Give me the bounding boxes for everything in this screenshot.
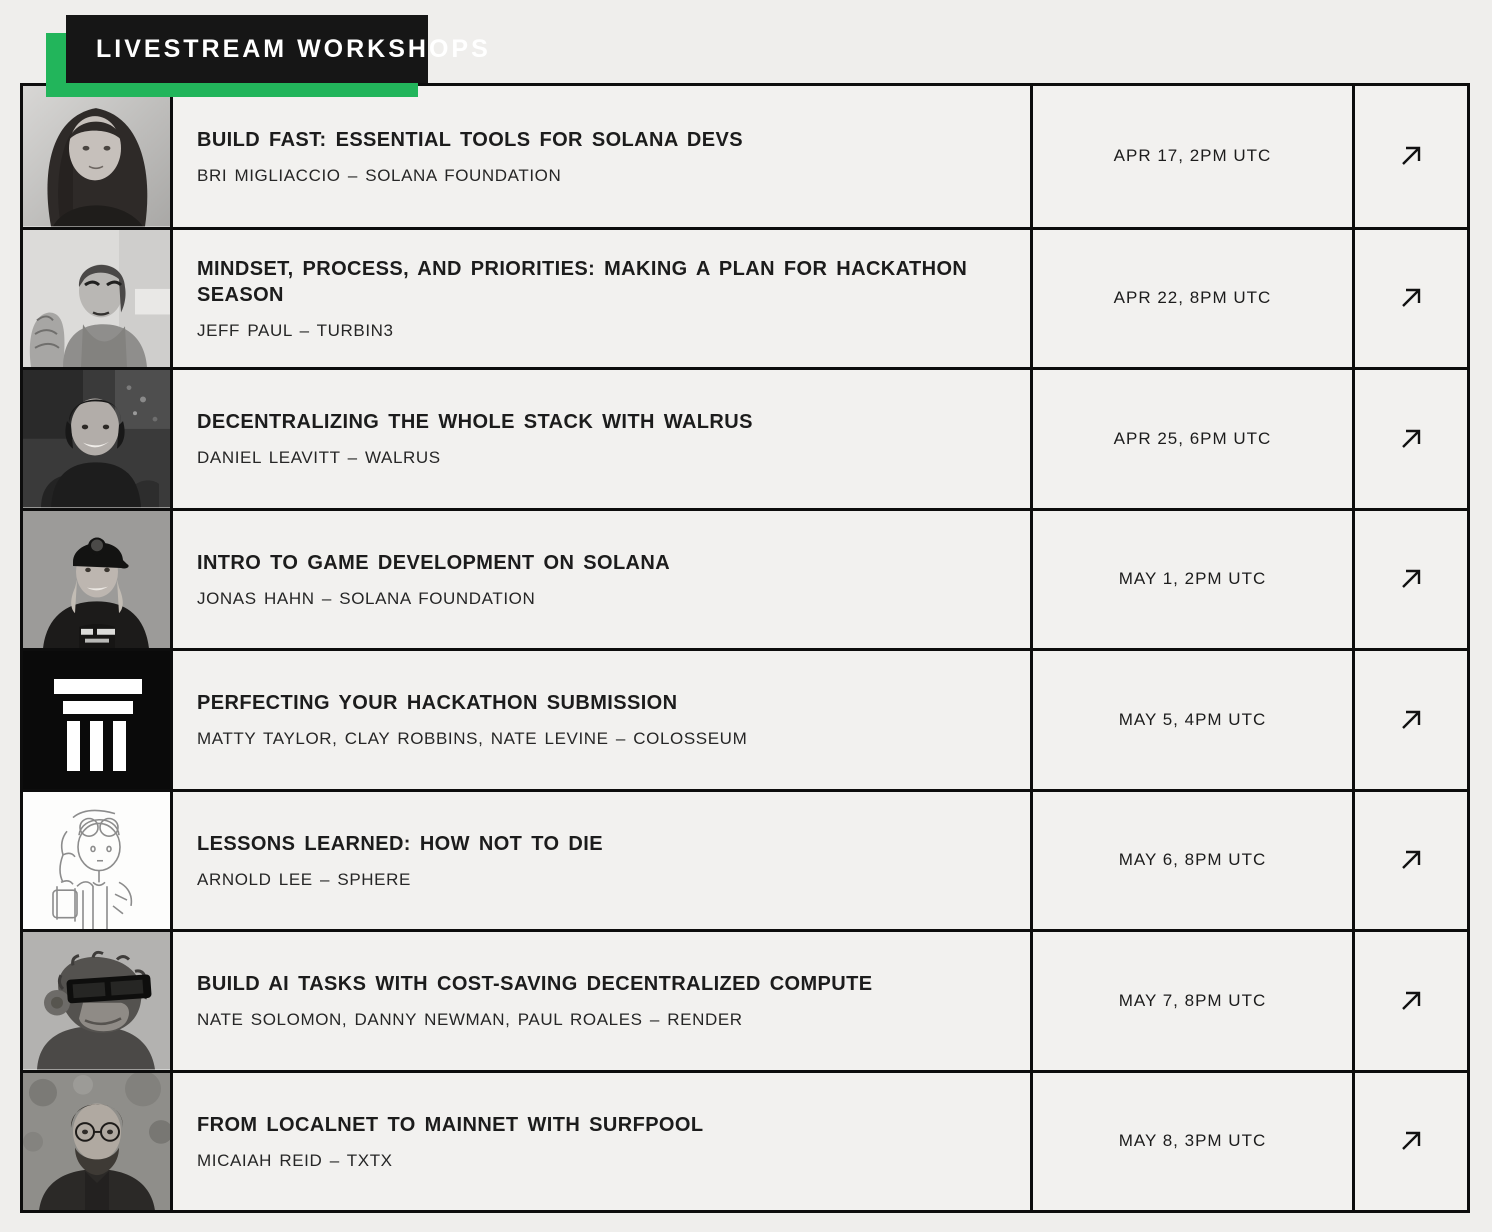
- workshop-info: [170, 227, 1030, 368]
- workshop-link-button[interactable]: [1352, 1070, 1467, 1211]
- workshop-datetime: MAY 7, 8PM UTC: [1030, 929, 1352, 1070]
- workshop-title: DECENTRALIZING THE WHOLE STACK WITH WALRUS: [197, 411, 753, 434]
- workshop-link-button[interactable]: [1352, 648, 1467, 789]
- colosseum-pillar-icon: [23, 651, 170, 789]
- workshop-speakers: ARNOLD LEE – SPHERE: [197, 869, 411, 889]
- monkey-illustration: [23, 932, 170, 1070]
- arrow-up-right-icon: [1393, 138, 1429, 174]
- section-header-badge: [66, 15, 491, 83]
- workshop-title: INTRO TO GAME DEVELOPMENT ON SOLANA: [197, 551, 671, 574]
- speaker-avatar-arnold: [23, 789, 170, 930]
- speaker-avatar-daniel: [23, 367, 170, 508]
- workshop-link-button[interactable]: [1352, 508, 1467, 649]
- portrait-photo: [23, 511, 170, 649]
- workshop-datetime: APR 22, 8PM UTC: [1030, 227, 1352, 368]
- workshop-link-button[interactable]: [1352, 86, 1467, 227]
- arrow-up-right-icon: [1393, 280, 1429, 316]
- speaker-avatar-bri: [23, 86, 170, 227]
- workshop-info: [170, 789, 1030, 930]
- workshop-datetime: MAY 8, 3PM UTC: [1030, 1070, 1352, 1211]
- arrow-up-right-icon: [1393, 561, 1429, 597]
- arrow-up-right-icon: [1393, 702, 1429, 738]
- portrait-illustration: [23, 230, 170, 368]
- workshop-title: MINDSET, PROCESS, AND PRIORITIES: MAKING A PLAN FOR HACKATHON SEASON: [197, 257, 968, 306]
- workshop-title: BUILD FAST: ESSENTIAL TOOLS FOR SOLANA DEVS: [197, 128, 743, 151]
- arrow-up-right-icon: [1393, 421, 1429, 457]
- workshop-speakers: MICAIAH REID – TXTX: [197, 1150, 393, 1170]
- portrait-photo: [23, 1073, 170, 1211]
- workshop-speakers: BRI MIGLIACCIO – SOLANA FOUNDATION: [197, 165, 562, 185]
- workshop-info: [170, 929, 1030, 1070]
- section-title: LIVESTREAM WORKSHOPS: [96, 34, 491, 63]
- workshop-title: BUILD AI TASKS WITH COST-SAVING DECENTRALIZED COMPUTE: [197, 973, 873, 996]
- workshop-speakers: JEFF PAUL – TURBIN3: [197, 320, 394, 340]
- workshop-title: FROM LOCALNET TO MAINNET WITH SURFPOOL: [197, 1113, 704, 1136]
- speaker-avatar-jonas: [23, 508, 170, 649]
- workshop-info: [170, 367, 1030, 508]
- workshop-speakers: DANIEL LEAVITT – WALRUS: [197, 448, 441, 468]
- speaker-avatar-jeff: [23, 227, 170, 368]
- workshops-table: [20, 83, 1470, 1213]
- workshop-title: PERFECTING YOUR HACKATHON SUBMISSION: [197, 692, 678, 715]
- workshop-datetime: MAY 5, 4PM UTC: [1030, 648, 1352, 789]
- workshop-info: [170, 648, 1030, 789]
- workshop-info: [170, 508, 1030, 649]
- portrait-photo: [23, 370, 170, 508]
- portrait-sketch: [23, 792, 170, 930]
- arrow-up-right-icon: [1393, 1123, 1429, 1159]
- workshop-link-button[interactable]: [1352, 789, 1467, 930]
- workshop-link-button[interactable]: [1352, 227, 1467, 368]
- speaker-avatar-colosseum: [23, 648, 170, 789]
- workshop-link-button[interactable]: [1352, 929, 1467, 1070]
- speaker-avatar-monkey: [23, 929, 170, 1070]
- workshop-title: LESSONS LEARNED: HOW NOT TO DIE: [197, 832, 603, 855]
- portrait-photo: [23, 86, 170, 227]
- workshop-info: [170, 1070, 1030, 1211]
- workshop-datetime: APR 17, 2PM UTC: [1030, 86, 1352, 227]
- workshop-speakers: MATTY TAYLOR, CLAY ROBBINS, NATE LEVINE – COLOSSEUM: [197, 729, 748, 749]
- workshop-datetime: MAY 1, 2PM UTC: [1030, 508, 1352, 649]
- workshop-info: [170, 86, 1030, 227]
- workshop-link-button[interactable]: [1352, 367, 1467, 508]
- workshop-datetime: APR 25, 6PM UTC: [1030, 367, 1352, 508]
- workshop-datetime: MAY 6, 8PM UTC: [1030, 789, 1352, 930]
- arrow-up-right-icon: [1393, 983, 1429, 1019]
- speaker-avatar-micaiah: [23, 1070, 170, 1211]
- workshop-speakers: NATE SOLOMON, DANNY NEWMAN, PAUL ROALES – RENDER: [197, 1010, 743, 1030]
- arrow-up-right-icon: [1393, 842, 1429, 878]
- workshop-speakers: JONAS HAHN – SOLANA FOUNDATION: [197, 588, 536, 608]
